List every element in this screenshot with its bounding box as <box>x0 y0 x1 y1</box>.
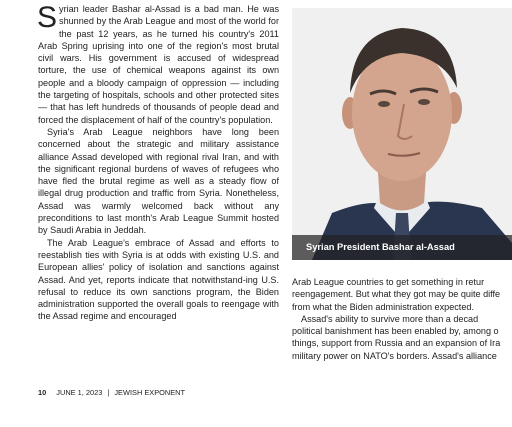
photo-caption: Syrian President Bashar al-Assad <box>292 235 512 260</box>
drop-cap: S <box>37 1 58 34</box>
right-line: things, support from Russia and an expansion of Ira <box>292 338 501 349</box>
issue-date: JUNE 1, 2023 <box>56 388 103 397</box>
page-footer <box>38 388 185 397</box>
right-line: Arab League countries to get something in retur <box>292 277 485 287</box>
right-column <box>292 276 512 362</box>
right-line: from what the Biden administration expected. <box>292 301 474 312</box>
right-line: Assad's ability to survive more than a decad <box>301 313 479 324</box>
right-line: military power on NATO's borders. Assad's alliance <box>292 350 497 361</box>
paragraph-2: Syria's Arab League neighbors have long been concerned about the strategic and military assistance alliance Assad developed with regional rival Iran, and with the significant regional burdens of waves of refugees who have fled the brutal regime as well as a steady flow of illegal drug production and traffic from Syria. Nonetheless, Assad was warmly welcomed back without any preconditions to last month's Arab League Summit hosted by Saudi Arabia in Jeddah. <box>38 126 279 236</box>
right-line: political banishment has been enabled by, among o <box>292 326 499 337</box>
paragraph-1-text: yrian leader Bashar al-Assad is a bad man. He was shunned by the Arab League and most of the world for the past 12 years, as he turned his country's 2011 Arab Spring uprising into one of the region's most brutal civil wars. His government is accused of widespread torture, the use of chemical weapons against its own people and a bloody campaign of oppression — including the targeting of hospitals, schools and other protected sites — that has left hundreds of thousands of people dead and forced the displacement of half of the country's population. <box>38 4 279 125</box>
paragraph-3: The Arab League's embrace of Assad and efforts to reestablish ties with Syria is at odds with existing U.S. and European allies' policy of isolation and sanctions against Assad. And yet, reports indicate that notwithstand-ing U.S. refusal to reduce its own sanctions program, the Biden administration supported the overall goals to reengage with the Assad regime and encouraged <box>38 237 279 322</box>
publication-name: JEWISH EXPONENT <box>114 388 185 397</box>
page-number: 10 <box>38 388 47 397</box>
footer-separator: | <box>107 388 110 397</box>
paragraph-1 <box>38 3 279 126</box>
left-column <box>38 3 279 323</box>
right-line: reengagement. But what they got may be quite diffe <box>292 289 501 300</box>
portrait-illustration <box>292 8 512 260</box>
assad-photo <box>292 8 512 260</box>
